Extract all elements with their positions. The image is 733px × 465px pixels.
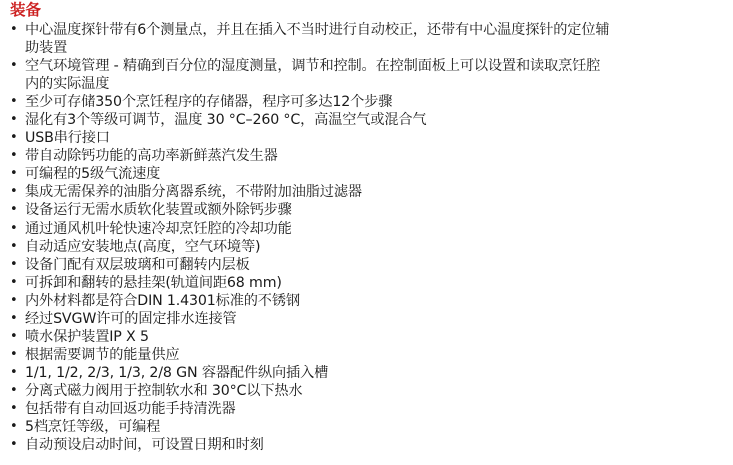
feature-text-line: 分离式磁力阀用于控制软水和 30°C以下热水 <box>25 382 303 399</box>
section-title: 装备 <box>10 1 42 19</box>
feature-text-line: 1/1, 1/2, 2/3, 1/3, 2/8 GN 容器配件纵向插入槽 <box>25 364 329 381</box>
feature-text-line: 设备门配有双层玻璃和可翻转内层板 <box>25 256 250 273</box>
feature-text-line: 通过通风机叶轮快速冷却烹饪腔的冷却功能 <box>25 220 292 237</box>
bullet-icon: • <box>10 256 18 272</box>
feature-list-item <box>8 238 730 256</box>
feature-list-item <box>8 418 730 436</box>
feature-list-item <box>8 310 730 328</box>
bullet-icon: • <box>10 292 18 308</box>
feature-text-line: 设备运行无需水质软化装置或额外除钙步骤 <box>25 202 292 219</box>
bullet-icon: • <box>10 202 18 218</box>
feature-list-item <box>8 183 730 201</box>
bullet-icon: • <box>10 364 18 380</box>
feature-list-item <box>8 400 730 418</box>
feature-text-line: 助装置 <box>25 40 68 57</box>
bullet-icon: • <box>10 238 18 254</box>
bullet-icon: • <box>10 346 18 362</box>
bullet-icon: • <box>10 148 18 164</box>
feature-list-item <box>8 292 730 310</box>
equipment-document <box>8 0 730 454</box>
feature-text-line: 可编程的5级气流速度 <box>25 166 161 183</box>
feature-text-line: 喷水保护装置IP X 5 <box>25 328 149 345</box>
feature-list-item <box>8 274 730 292</box>
feature-text-line: 5档烹饪等级，可编程 <box>25 419 161 436</box>
feature-list-item <box>8 147 730 165</box>
feature-text-line: 自动预设启动时间，可设置日期和时刻 <box>25 437 264 454</box>
feature-text-line: 经过SVGW许可的固定排水连接管 <box>25 310 237 327</box>
feature-list-item <box>8 436 730 454</box>
feature-text-line: 集成无需保养的油脂分离器系统，不带附加油脂过滤器 <box>25 184 362 201</box>
feature-list-item <box>8 346 730 364</box>
bullet-icon: • <box>10 58 18 74</box>
bullet-icon: • <box>10 112 18 128</box>
feature-list-item <box>8 201 730 219</box>
feature-list-item <box>8 21 730 57</box>
feature-list-item <box>8 57 730 93</box>
feature-text-line: 带自动除钙功能的高功率新鲜蒸汽发生器 <box>25 148 278 165</box>
feature-text-line: 空气环境管理 - 精确到百分位的湿度测量，调节和控制。在控制面板上可以设置和读取烹饪腔 <box>25 58 601 75</box>
bullet-icon: • <box>10 22 18 37</box>
feature-text-line: 内的实际温度 <box>25 76 110 93</box>
feature-text-line: 可拆卸和翻转的悬挂架(轨道间距68 mm) <box>25 274 282 291</box>
feature-text-line: 中心温度探针带有6个测量点，并且在插入不当时进行自动校正，还带有中心温度探针的定位辅 <box>25 22 610 38</box>
feature-text-line: USB串行接口 <box>25 130 110 147</box>
bullet-icon: • <box>10 400 18 416</box>
feature-list-item <box>8 382 730 400</box>
bullet-icon: • <box>10 220 18 236</box>
feature-list-item <box>8 93 730 111</box>
feature-list-item <box>8 111 730 129</box>
feature-text-line: 至少可存储350个烹饪程序的存储器，程序可多达12个步骤 <box>25 94 393 111</box>
feature-list-item <box>8 220 730 238</box>
bullet-icon: • <box>10 310 18 326</box>
feature-text-line: 湿化有3个等级可调节，温度 30 °C–260 °C，高温空气或混合气 <box>25 112 427 129</box>
feature-list-item <box>8 129 730 147</box>
feature-text-line: 内外材料都是符合DIN 1.4301标准的不锈钢 <box>25 292 300 309</box>
bullet-icon: • <box>10 437 18 453</box>
feature-list-item <box>8 165 730 183</box>
feature-text-line: 包括带有自动回返功能手持清洗器 <box>25 400 236 417</box>
bullet-icon: • <box>10 94 18 110</box>
bullet-icon: • <box>10 382 18 398</box>
feature-list <box>8 21 730 454</box>
bullet-icon: • <box>10 184 18 200</box>
bullet-icon: • <box>10 166 18 182</box>
feature-text-line: 根据需要调节的能量供应 <box>25 346 180 363</box>
feature-text-line: 自动适应安装地点(高度，空气环境等) <box>25 238 261 255</box>
bullet-icon: • <box>10 130 18 146</box>
feature-list-item <box>8 256 730 274</box>
feature-list-item <box>8 364 730 382</box>
bullet-icon: • <box>10 328 18 344</box>
feature-list-item <box>8 328 730 346</box>
bullet-icon: • <box>10 419 18 435</box>
bullet-icon: • <box>10 274 18 290</box>
